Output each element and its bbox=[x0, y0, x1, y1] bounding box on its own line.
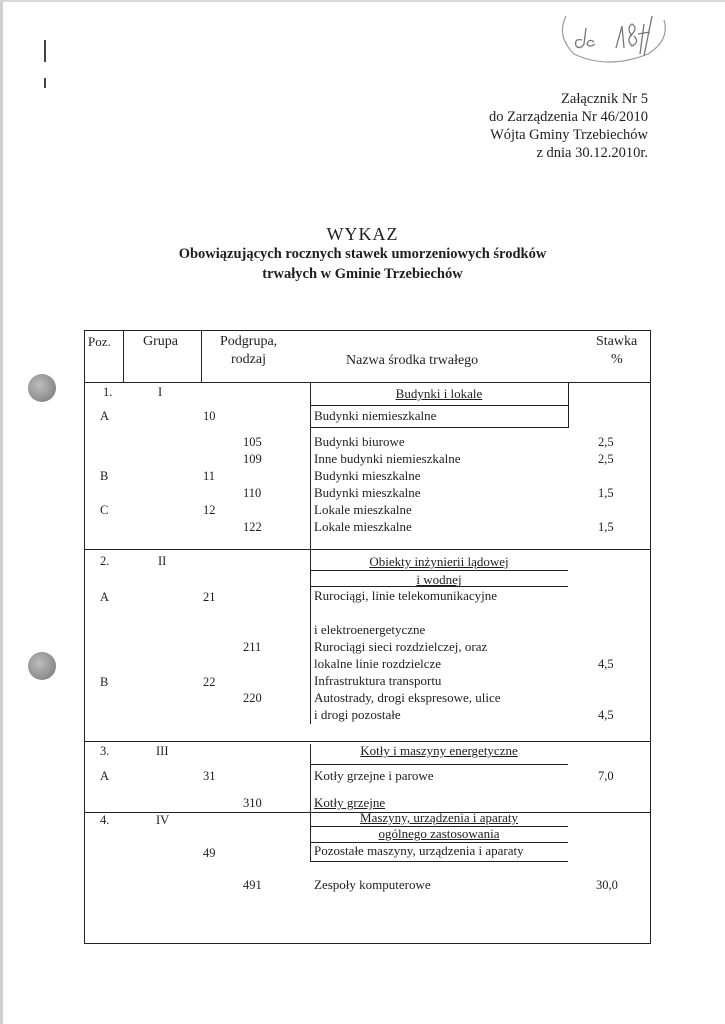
row-nazwa: Budynki mieszkalne bbox=[314, 468, 421, 483]
punch-hole-top bbox=[28, 374, 56, 402]
row-rodzaj: 122 bbox=[243, 520, 262, 534]
row-nazwa: Budynki biurowe bbox=[314, 434, 405, 449]
header-line-mayor: Wójta Gminy Trzebiechów bbox=[490, 127, 648, 143]
row-nazwa: Budynki mieszkalne bbox=[314, 485, 421, 500]
row-stawka: 7,0 bbox=[598, 769, 614, 783]
row-nazwa: Infrastruktura transportu bbox=[314, 673, 442, 688]
row-podgrupa: 22 bbox=[203, 675, 216, 689]
row-podgrupa: 21 bbox=[203, 590, 216, 604]
row-stawka: 4,5 bbox=[598, 708, 614, 722]
row-poz: A bbox=[100, 590, 110, 604]
header-line-ordinance: do Zarządzenia Nr 46/2010 bbox=[488, 109, 648, 125]
table-border bbox=[84, 943, 651, 944]
row-podgrupa: 10 bbox=[203, 409, 216, 423]
column-header-percent: % bbox=[611, 352, 623, 367]
section-heading: Obiekty inżynierii lądowej bbox=[369, 554, 509, 569]
heading-divider bbox=[310, 861, 568, 862]
section-heading: Kotły i maszyny energetyczne bbox=[360, 743, 518, 758]
row-nazwa: i elektroenergetyczne bbox=[314, 622, 426, 637]
section-heading-continued: i wodnej bbox=[416, 572, 462, 587]
section-number: 3. bbox=[100, 744, 110, 758]
row-nazwa: Zespoły komputerowe bbox=[314, 877, 431, 892]
row-stawka: 4,5 bbox=[598, 657, 614, 671]
section-number: 2. bbox=[100, 554, 110, 568]
column-divider bbox=[201, 330, 202, 382]
table-border bbox=[650, 330, 651, 944]
column-divider bbox=[123, 330, 124, 382]
section-heading-continued: ogólnego zastosowania bbox=[378, 826, 500, 841]
row-nazwa: Kotły grzejne bbox=[314, 795, 386, 810]
handwritten-note-stamp bbox=[548, 8, 678, 66]
row-nazwa: Rurociągi, linie telekomunikacyjne bbox=[314, 588, 498, 603]
row-nazwa: Pozostałe maszyny, urządzenia i aparaty bbox=[314, 843, 524, 858]
row-rodzaj: 110 bbox=[243, 486, 262, 500]
column-header-grupa: Grupa bbox=[143, 334, 178, 349]
row-nazwa: Lokale mieszkalne bbox=[314, 502, 412, 517]
column-header-poz: Poz. bbox=[88, 334, 111, 349]
column-divider bbox=[568, 382, 569, 428]
row-poz: C bbox=[100, 503, 109, 517]
section-number: 1. bbox=[103, 385, 113, 399]
row-stawka: 2,5 bbox=[598, 435, 614, 449]
document-subtitle-2: trwałych w Gminie Trzebiechów bbox=[262, 266, 463, 282]
document-subtitle-1: Obowiązujących rocznych stawek umorzeniowych środków bbox=[178, 246, 547, 262]
row-rodzaj: 310 bbox=[243, 796, 262, 810]
row-stawka: 30,0 bbox=[596, 878, 618, 892]
row-poz: A bbox=[100, 769, 110, 783]
scan-edge-top bbox=[0, 0, 725, 2]
header-line-date: z dnia 30.12.2010r. bbox=[536, 145, 648, 161]
punch-hole-bottom bbox=[28, 652, 56, 680]
row-nazwa: Lokale mieszkalne bbox=[314, 519, 412, 534]
section-divider bbox=[84, 741, 650, 742]
row-nazwa: i drogi pozostałe bbox=[314, 707, 401, 722]
row-rodzaj: 211 bbox=[243, 640, 262, 654]
column-header-nazwa: Nazwa środka trwałego bbox=[346, 353, 479, 368]
row-nazwa: Inne budynki niemieszkalne bbox=[314, 451, 461, 466]
section-divider bbox=[84, 549, 650, 550]
header-line-annex: Załącznik Nr 5 bbox=[561, 91, 648, 107]
row-podgrupa: 49 bbox=[203, 846, 216, 860]
document-title: WYKAZ bbox=[326, 224, 399, 244]
row-rodzaj: 109 bbox=[243, 452, 262, 466]
heading-divider bbox=[310, 570, 568, 571]
table-border bbox=[84, 330, 650, 331]
row-nazwa: Rurociągi sieci rozdzielczej, oraz bbox=[314, 639, 488, 654]
table-border bbox=[84, 330, 85, 944]
row-stawka: 1,5 bbox=[598, 486, 614, 500]
section-group: II bbox=[158, 554, 167, 568]
row-nazwa: Kotły grzejne i parowe bbox=[314, 768, 434, 783]
row-nazwa: Budynki niemieszkalne bbox=[314, 408, 437, 423]
row-podgrupa: 31 bbox=[203, 769, 216, 783]
row-stawka: 2,5 bbox=[598, 452, 614, 466]
row-poz: A bbox=[100, 409, 110, 423]
row-poz: B bbox=[100, 675, 109, 689]
section-heading: Budynki i lokale bbox=[395, 386, 483, 401]
column-header-podgrupa: Podgrupa, bbox=[220, 334, 278, 349]
heading-divider bbox=[310, 764, 568, 765]
column-header-rodzaj: rodzaj bbox=[231, 352, 266, 367]
staple-mark bbox=[44, 40, 46, 62]
heading-divider bbox=[310, 405, 568, 406]
row-nazwa: Autostrady, drogi ekspresowe, ulice bbox=[314, 690, 501, 705]
row-podgrupa: 11 bbox=[203, 469, 216, 483]
section-number: 4. bbox=[100, 813, 110, 827]
row-stawka: 1,5 bbox=[598, 520, 614, 534]
column-header-stawka: Stawka bbox=[596, 334, 638, 349]
section-group: III bbox=[156, 744, 169, 758]
row-rodzaj: 105 bbox=[243, 435, 262, 449]
section-group: I bbox=[158, 385, 163, 399]
column-divider bbox=[310, 382, 311, 724]
row-rodzaj: 220 bbox=[243, 691, 262, 705]
row-podgrupa: 12 bbox=[203, 503, 216, 517]
row-poz: B bbox=[100, 469, 109, 483]
staple-mark bbox=[44, 78, 46, 88]
scan-edge bbox=[0, 0, 3, 1024]
row-rodzaj: 491 bbox=[243, 878, 262, 892]
section-heading: Maszyny, urządzenia i aparaty bbox=[360, 810, 518, 825]
heading-divider bbox=[310, 427, 568, 428]
row-nazwa: lokalne linie rozdzielcze bbox=[314, 656, 442, 671]
header-row-divider bbox=[84, 382, 650, 383]
section-group: IV bbox=[156, 813, 170, 827]
